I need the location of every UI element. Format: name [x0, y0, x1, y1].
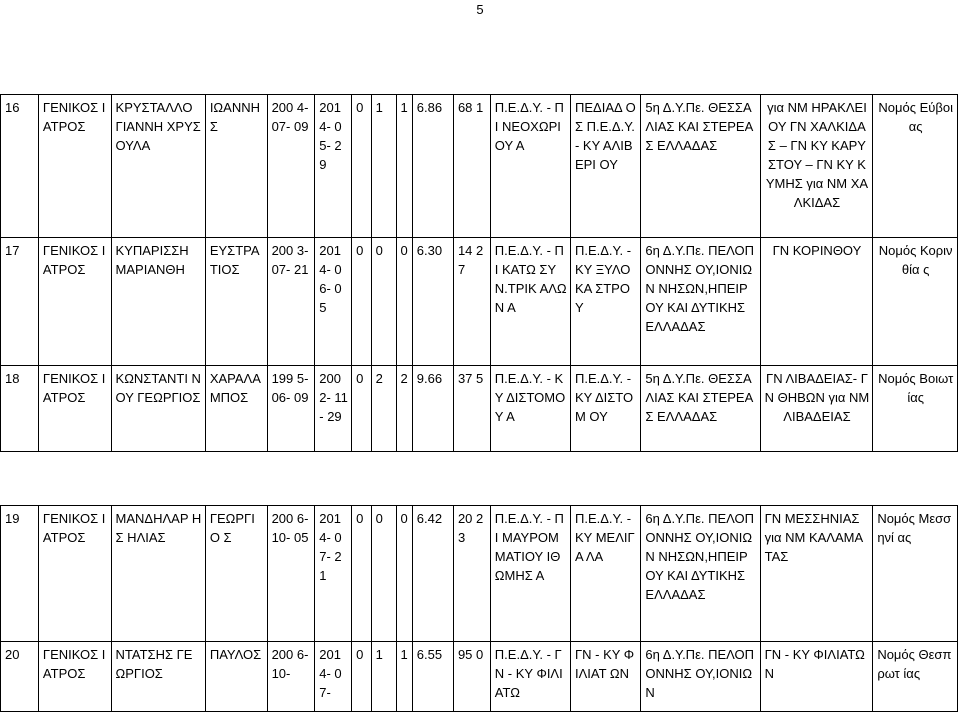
current-unit-cell: Π.Ε.Δ.Υ. - ΚΥ ΔΙΣΤΟΜΟ Υ Α: [490, 366, 570, 452]
row-number: 16: [1, 95, 39, 238]
date-cell: 200 4- 07- 09: [267, 95, 315, 238]
current-unit-cell: Π.Ε.Δ.Υ. - ΠΙ ΚΑΤΩ ΣΥΝ.ΤΡΙΚ ΑΛΩΝ Α: [490, 238, 570, 366]
table-row: [1, 95, 958, 238]
date-cell: 201 4- 05- 29: [315, 95, 352, 238]
number-cell: 1: [371, 95, 396, 238]
table-row: [1, 238, 958, 366]
region-cell: 6η Δ.Υ.Πε. ΠΕΛΟΠΟΝΝΗΣ ΟΥ,ΙΟΝΙΩΝ ΝΗΣΩΝ,ΗΠΕΙΡ ΟΥ ΚΑΙ ΔΥΤΙΚΗΣ ΕΛΛΑΔΑΣ: [641, 238, 760, 366]
row-number: 20: [1, 642, 39, 712]
number-cell: 0: [352, 95, 372, 238]
number-cell: 0: [352, 642, 372, 712]
hospital-cell: ΓΝ ΜΕΣΣΗΝΙΑΣ για ΝΜ ΚΑΛΑΜΑΤΑΣ: [760, 506, 873, 642]
region-cell: 5η Δ.Υ.Πε. ΘΕΣΣΑΛΙΑΣ ΚΑΙ ΣΤΕΡΕΑΣ ΕΛΛΑΔΑΣ: [641, 366, 760, 452]
number-cell: 0: [352, 366, 372, 452]
score-cell: 6.42: [412, 506, 453, 642]
rank-cell: 95 0: [453, 642, 490, 712]
date-cell: 199 5- 06- 09: [267, 366, 315, 452]
rank-cell: 68 1: [453, 95, 490, 238]
hospital-cell: για ΝΜ ΗΡΑΚΛΕΙΟΥ ΓΝ ΧΑΛΚΙΔΑΣ – ΓΝ ΚΥ ΚΑΡΥΣΤΟΥ – ΓΝ ΚΥ ΚΥΜΗΣ για ΝΜ ΧΑΛΚΙΔΑΣ: [760, 95, 873, 238]
father-name-cell: ΕΥΣΤΡΑ ΤΙΟΣ: [205, 238, 267, 366]
number-cell: 0: [396, 238, 412, 366]
prefecture-cell: Νομός Βοιωτίας: [873, 366, 958, 452]
date-cell: 201 4- 07-: [315, 642, 352, 712]
number-cell: 0: [396, 506, 412, 642]
score-cell: 6.86: [412, 95, 453, 238]
number-cell: 0: [352, 506, 372, 642]
bottom-table: [0, 505, 958, 712]
number-cell: 0: [371, 238, 396, 366]
region-cell: 6η Δ.Υ.Πε. ΠΕΛΟΠΟΝΝΗΣ ΟΥ,ΙΟΝΙΩΝ ΝΗΣΩΝ,ΗΠΕΙΡ ΟΥ ΚΑΙ ΔΥΤΙΚΗΣ ΕΛΛΑΔΑΣ: [641, 506, 760, 642]
table-row: [1, 366, 958, 452]
number-cell: 2: [371, 366, 396, 452]
father-name-cell: ΠΑΥΛΟΣ: [205, 642, 267, 712]
surname-name-cell: ΚΥΠΑΡΙΣΣΗ ΜΑΡΙΑΝΘΗ: [111, 238, 205, 366]
page-number: 5: [476, 2, 484, 17]
row-number: 17: [1, 238, 39, 366]
unit-cell: ΓΝ - ΚΥ ΦΙΛΙΑΤ ΩΝ: [570, 642, 640, 712]
score-cell: 6.30: [412, 238, 453, 366]
date-cell: 200 3- 07- 21: [267, 238, 315, 366]
father-name-cell: ΧΑΡΑΛΑ ΜΠΟΣ: [205, 366, 267, 452]
rank-cell: 20 23: [453, 506, 490, 642]
father-name-cell: ΙΩΑΝΝΗ Σ: [205, 95, 267, 238]
table-row: [1, 506, 958, 642]
date-cell: 200 6- 10-: [267, 642, 315, 712]
father-name-cell: ΓΕΩΡΓΙΟ Σ: [205, 506, 267, 642]
date-cell: 201 4- 06- 05: [315, 238, 352, 366]
number-cell: 1: [371, 642, 396, 712]
number-cell: 0: [352, 238, 372, 366]
number-cell: 1: [396, 95, 412, 238]
specialty-cell: ΓΕΝΙΚΟΣ ΙΑΤΡΟΣ: [38, 506, 111, 642]
table-row: [1, 642, 958, 712]
specialty-cell: ΓΕΝΙΚΟΣ ΙΑΤΡΟΣ: [38, 95, 111, 238]
number-cell: 1: [396, 642, 412, 712]
hospital-cell: ΓΝ ΛΙΒΑΔΕΙΑΣ- ΓΝ ΘΗΒΩΝ για ΝΜ ΛΙΒΑΔΕΙΑΣ: [760, 366, 873, 452]
region-cell: 6η Δ.Υ.Πε. ΠΕΛΟΠΟΝΝΗΣ ΟΥ,ΙΟΝΙΩΝ: [641, 642, 760, 712]
surname-name-cell: ΚΡΥΣΤΑΛΛΟ ΓΙΑΝΝΗ ΧΡΥΣΟΥΛΑ: [111, 95, 205, 238]
date-cell: 201 4- 07- 21: [315, 506, 352, 642]
prefecture-cell: Νομός Μεσσηνί ας: [873, 506, 958, 642]
prefecture-cell: Νομός Θεσπρωτ ίας: [873, 642, 958, 712]
prefecture-cell: Νομός Κορινθία ς: [873, 238, 958, 366]
row-number: 18: [1, 366, 39, 452]
surname-name-cell: ΝΤΑΤΣΗΣ ΓΕΩΡΓΙΟΣ: [111, 642, 205, 712]
specialty-cell: ΓΕΝΙΚΟΣ ΙΑΤΡΟΣ: [38, 642, 111, 712]
number-cell: 0: [371, 506, 396, 642]
unit-cell: ΠΕΔΙΑΔ ΟΣ Π.Ε.Δ.Υ. - ΚΥ ΑΛΙΒΕΡΙ ΟΥ: [570, 95, 640, 238]
hospital-cell: ΓΝ - ΚΥ ΦΙΛΙΑΤΩΝ: [760, 642, 873, 712]
unit-cell: Π.Ε.Δ.Υ. - ΚΥ ΞΥΛΟΚΑ ΣΤΡΟΥ: [570, 238, 640, 366]
rank-cell: 37 5: [453, 366, 490, 452]
rank-cell: 14 27: [453, 238, 490, 366]
region-cell: 5η Δ.Υ.Πε. ΘΕΣΣΑΛΙΑΣ ΚΑΙ ΣΤΕΡΕΑΣ ΕΛΛΑΔΑΣ: [641, 95, 760, 238]
surname-name-cell: ΚΩΝΣΤΑΝΤΙ ΝΟΥ ΓΕΩΡΓΙΟΣ: [111, 366, 205, 452]
number-cell: 2: [396, 366, 412, 452]
score-cell: 9.66: [412, 366, 453, 452]
date-cell: 200 6- 10- 05: [267, 506, 315, 642]
hospital-cell: ΓΝ ΚΟΡΙΝΘΟΥ: [760, 238, 873, 366]
score-cell: 6.55: [412, 642, 453, 712]
date-cell: 200 2- 11- 29: [315, 366, 352, 452]
surname-name-cell: ΜΑΝΔΗΛΑΡ ΗΣ ΗΛΙΑΣ: [111, 506, 205, 642]
specialty-cell: ΓΕΝΙΚΟΣ ΙΑΤΡΟΣ: [38, 366, 111, 452]
top-table: [0, 94, 958, 452]
specialty-cell: ΓΕΝΙΚΟΣ ΙΑΤΡΟΣ: [38, 238, 111, 366]
prefecture-cell: Νομός Εύβοιας: [873, 95, 958, 238]
unit-cell: Π.Ε.Δ.Υ. - ΚΥ ΔΙΣΤΟΜ ΟΥ: [570, 366, 640, 452]
current-unit-cell: Π.Ε.Δ.Υ. - ΠΙ ΝΕΟΧΩΡΙ ΟΥ Α: [490, 95, 570, 238]
current-unit-cell: Π.Ε.Δ.Υ. - ΓΝ - ΚΥ ΦΙΛΙΑΤΩ: [490, 642, 570, 712]
current-unit-cell: Π.Ε.Δ.Υ. - ΠΙ ΜΑΥΡΟΜ ΜΑΤΙΟΥ ΙΘΩΜΗΣ Α: [490, 506, 570, 642]
row-number: 19: [1, 506, 39, 642]
unit-cell: Π.Ε.Δ.Υ. - ΚΥ ΜΕΛΙΓΑ ΛΑ: [570, 506, 640, 642]
